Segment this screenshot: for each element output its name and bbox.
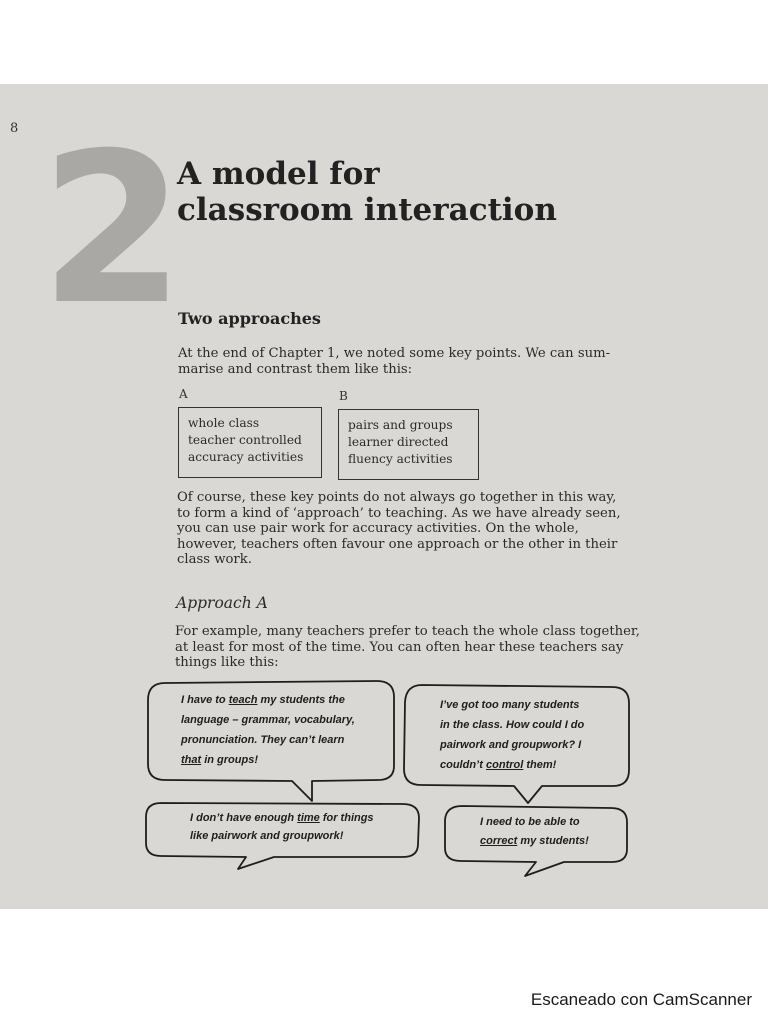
box-b-item: learner directed — [348, 435, 449, 449]
section-heading: Two approaches — [178, 309, 321, 328]
speech-bubble-4-text: I need to be able to correct my students! — [480, 816, 589, 847]
box-b-item: pairs and groups — [348, 418, 453, 432]
intro-line: marise and contrast them like this: — [178, 361, 413, 377]
chapter-title-line-2: classroom interaction — [177, 192, 557, 228]
chapter-title-line-1: A model for — [177, 156, 380, 192]
speech-bubble-1-text: I have to teach my students the language – grammar, vocabulary, pronunciation. They can’t learn that in groups! — [181, 694, 355, 766]
paragraph-line: things like this: — [175, 655, 279, 670]
box-b-item: fluency activities — [348, 452, 453, 466]
speech-bubble-3-text: I don’t have enough time for things like pairwork and groupwork! — [190, 812, 374, 842]
paragraph-line: class work. — [177, 552, 252, 567]
speech-bubble-2-text: I’ve got too many students in the class. How could I do pairwork and groupwork? I couldn’t control them! — [440, 699, 585, 771]
intro-line: At the end of Chapter 1, we noted some key points. We can sum- — [178, 346, 611, 361]
box-a-item: accuracy activities — [188, 450, 304, 464]
box-a-item: teacher controlled — [188, 433, 302, 447]
paragraph-line: For example, many teachers prefer to teach the whole class together, — [175, 624, 640, 639]
box-b-label: B — [339, 389, 348, 403]
chapter-number: 2 — [40, 109, 181, 351]
box-a-label: A — [179, 387, 188, 401]
paragraph-line: to form a kind of ‘approach’ to teaching. As we have already seen, — [177, 505, 621, 521]
approach-a-heading: Approach A — [176, 594, 268, 612]
paragraph-line: at least for most of the time. You can often hear these teachers say — [175, 639, 624, 655]
paragraph-line: however, teachers often favour one approach or the other in their — [177, 536, 618, 552]
camscanner-watermark: Escaneado con CamScanner — [530, 990, 752, 1009]
paragraph-line: you can use pair work for accuracy activities. On the whole, — [177, 521, 579, 536]
box-a-item: whole class — [188, 416, 260, 430]
page-number: 8 — [10, 121, 19, 136]
paragraph-line: Of course, these key points do not always go together in this way, — [177, 490, 617, 505]
